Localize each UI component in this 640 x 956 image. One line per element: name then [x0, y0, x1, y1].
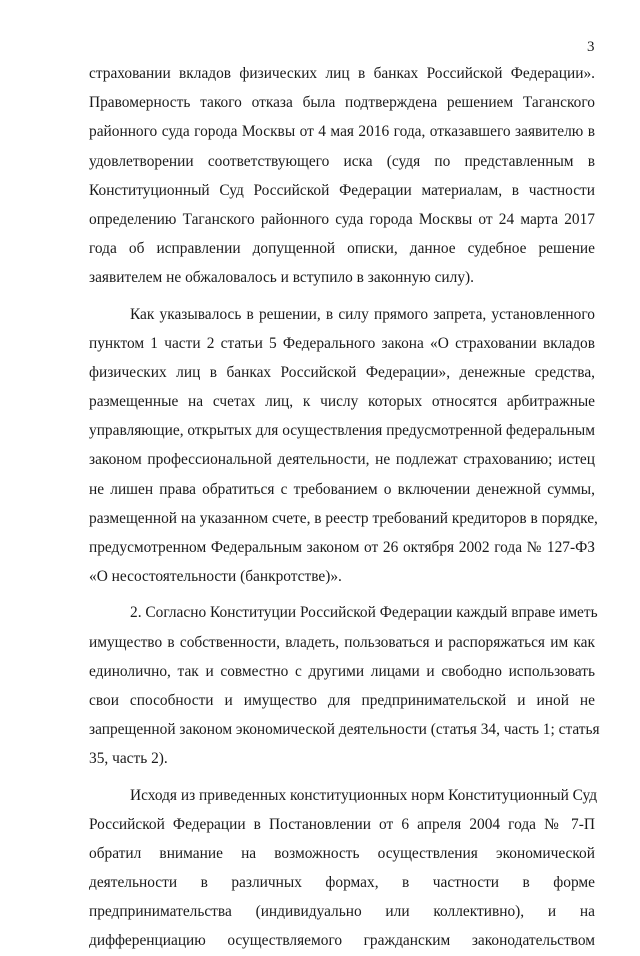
text-line: пунктом 1 части 2 статьи 5 Федерального закона «О страховании вкладов [89, 334, 595, 352]
document-body [89, 59, 600, 956]
text-line: Исходя из приведенных конституционных норм Конституционный Суд [130, 786, 598, 804]
text-line: 2. Согласно Конституции Российской Федерации каждый вправе иметь [130, 604, 598, 622]
text-line: физических лиц в банках Российской Федерации», денежные средства, [89, 363, 595, 381]
text-line: предпринимательства (индивидуально или коллективно), и на [89, 903, 595, 921]
text-line: заявителем не обжаловалось и вступило в законную силу). [89, 269, 475, 287]
text-line: Правомерность такого отказа была подтверждена решением Таганского [89, 94, 595, 112]
paragraph [89, 59, 595, 293]
paragraph [89, 300, 598, 592]
text-line: размещенной на указанном счете, в реестр требований кредиторов в порядке, [89, 509, 598, 527]
text-line: районного суда города Москвы от 4 мая 2016 года, отказавшего заявителю в [89, 123, 595, 141]
text-line: запрещенной законом экономической деятельности (статья 34, часть 1; статья [89, 721, 600, 739]
text-line: предусмотренном Федеральным законом от 26 октября 2002 года № 127-ФЗ [89, 539, 595, 556]
text-line: свои способности и имущество для предпринимательской и иной не [89, 691, 595, 709]
text-line: размещенные на счетах лиц, к числу которых относятся арбитражные [89, 393, 595, 411]
text-line: страховании вкладов физических лиц в банках Российской Федерации». [89, 65, 595, 82]
text-line: не лишен права обратиться с требованием о включении денежной суммы, [89, 480, 595, 498]
text-line: года об исправлении допущенной описки, данное судебное решение [89, 240, 595, 258]
text-line: дифференциацию осуществляемого гражданским законодательством [89, 932, 595, 950]
text-line: законом профессиональной деятельности, не подлежат страхованию; истец [89, 451, 595, 469]
text-line: управляющие, открытых для осуществления предусмотренной федеральным [89, 422, 595, 440]
text-line: обратил внимание на возможность осуществления экономической [89, 844, 595, 862]
text-line: «О несостоятельности (банкротстве)». [89, 568, 342, 586]
paragraph [89, 598, 600, 773]
text-line: единолично, так и совместно с другими лицами и свободно использовать [89, 662, 595, 680]
text-line: Конституционный Суд Российской Федерации материалам, в частности [89, 181, 595, 199]
text-line: удовлетворении соответствующего иска (судя по представленным в [89, 152, 595, 170]
page-number: 3 [587, 39, 595, 55]
text-line: Российской Федерации в Постановлении от 6 апреля 2004 года № 7-П [89, 815, 595, 833]
text-line: Как указывалось в решении, в силу прямого запрета, установленного [130, 305, 595, 323]
text-line: определению Таганского районного суда города Москвы от 24 марта 2017 [89, 210, 595, 228]
text-line: деятельности в различных формах, в частности в форме [89, 874, 595, 892]
paragraph [89, 781, 598, 956]
text-line: 35, часть 2). [89, 750, 168, 768]
text-line: имущество в собственности, владеть, пользоваться и распоряжаться им как [89, 633, 595, 651]
